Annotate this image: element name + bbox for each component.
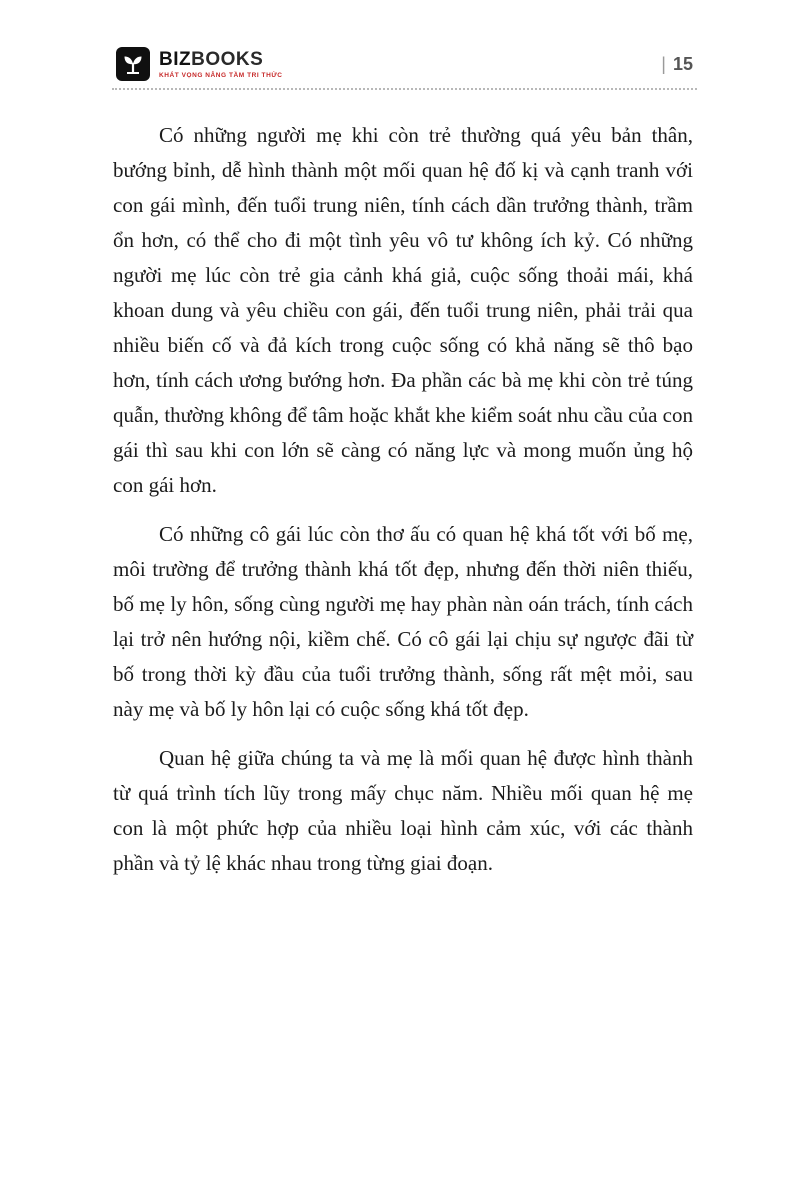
dotted-divider <box>112 88 697 90</box>
brand-name-books: BOOKS <box>191 48 264 70</box>
page-header <box>116 44 693 84</box>
page-number-separator: | <box>661 53 666 74</box>
brand-text-block <box>159 50 283 79</box>
page-body-text <box>113 118 693 895</box>
body-paragraph-2: Có những cô gái lúc còn thơ ấu có quan hệ khá tốt với bố mẹ, môi trường để trưởng thành khá tốt đẹp, nhưng đến thời niên thiếu, bố mẹ ly hôn, sống cùng người mẹ hay phàn nàn oán trách, tính cách lại trở nên hướng nội, kiềm chế. Có cô gái lại chịu sự ngược đãi từ bố trong thời kỳ đầu của tuổi trưởng thành, sống rất mệt mỏi, sau này mẹ và bố ly hôn lại có cuộc sống khá tốt đẹp. <box>113 522 693 721</box>
page-number-indicator <box>661 54 693 75</box>
publisher-brand <box>116 47 283 81</box>
brand-name-biz: BIZ <box>159 48 192 70</box>
brand-tagline: KHÁT VỌNG NÂNG TẦM TRI THỨC <box>159 71 283 79</box>
body-paragraph-3: Quan hệ giữa chúng ta và mẹ là mối quan hệ được hình thành từ quá trình tích lũy trong mấy chục năm. Nhiều mối quan hệ mẹ con là một phức hợp của nhiều loại hình cảm xúc, với các thành phần và tỷ lệ khác nhau trong từng giai đoạn. <box>113 746 693 875</box>
body-paragraph-1: Có những người mẹ khi còn trẻ thường quá yêu bản thân, bướng bỉnh, dễ hình thành một mối quan hệ đố kị và cạnh tranh với con gái mình, đến tuổi trung niên, tính cách dần trưởng thành, trầm ổn hơn, có thể cho đi một tình yêu vô tư không ích kỷ. Có những người mẹ lúc còn trẻ gia cảnh khá giả, cuộc sống thoải mái, khá khoan dung và yêu chiều con gái, đến tuổi trung niên, phải trải qua nhiều biến cố và đả kích trong cuộc sống có khả năng sẽ thô bạo hơn, tính cách ương bướng hơn. Đa phần các bà mẹ khi còn trẻ túng quẫn, thường không để tâm hoặc khắt khe kiểm soát nhu cầu của con gái thì sau khi con lớn sẽ càng có năng lực và mong muốn ủng hộ con gái hơn. <box>113 123 693 497</box>
bizbooks-logo-icon <box>116 47 150 81</box>
brand-name <box>159 50 283 69</box>
page-number: 15 <box>672 53 693 74</box>
